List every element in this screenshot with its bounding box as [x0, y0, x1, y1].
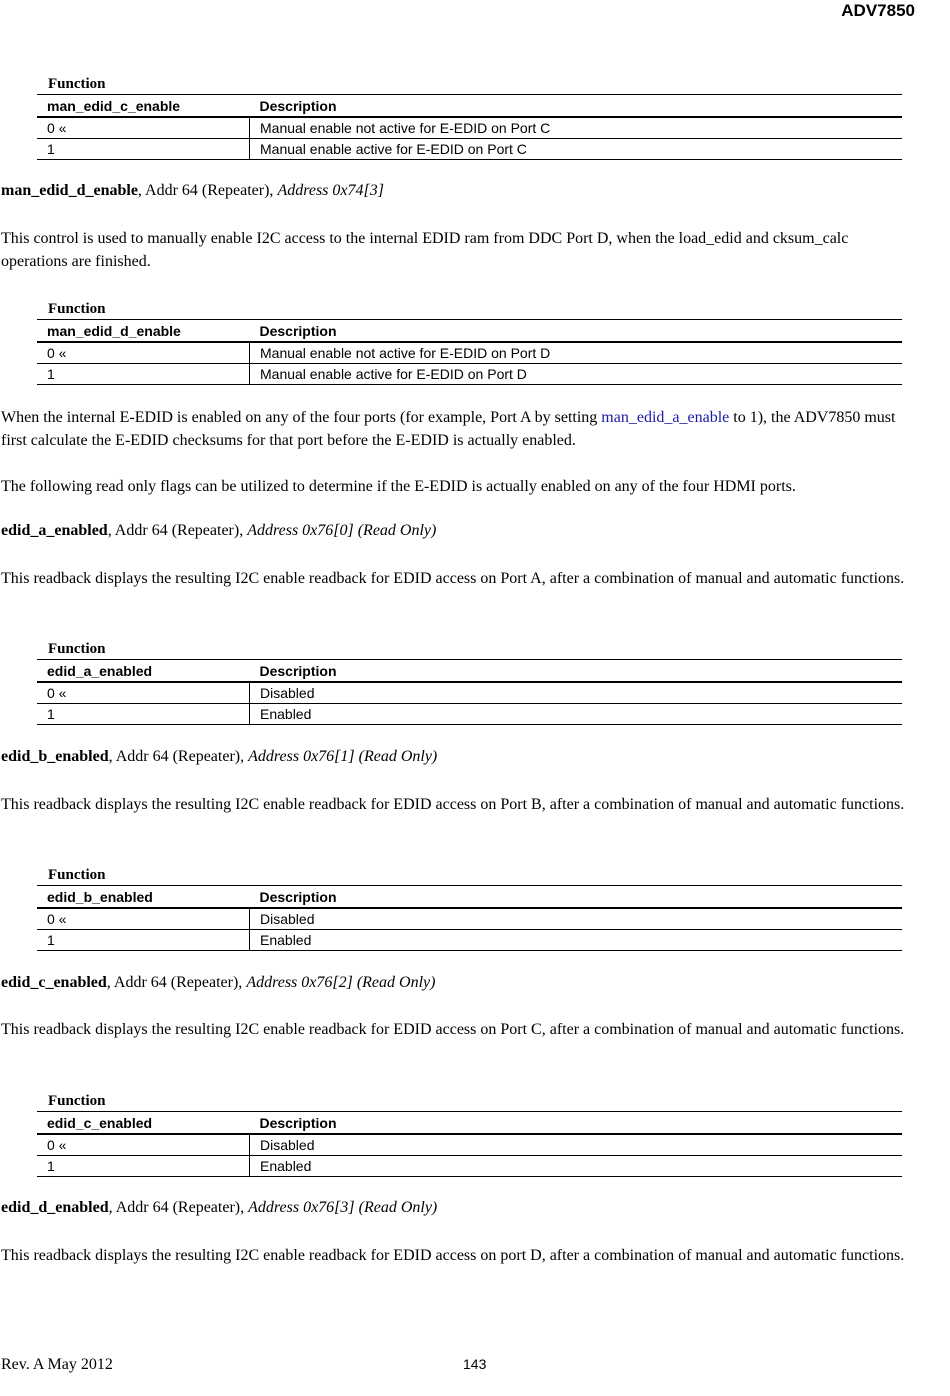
description-cell: Disabled: [250, 1134, 903, 1156]
value-cell: 0 «: [37, 342, 250, 364]
register-location: , Addr 64 (Repeater),: [108, 1199, 249, 1216]
function-table-edid-a-enabled: [37, 637, 902, 725]
function-table-edid-b-enabled: [37, 863, 902, 951]
description-cell: Disabled: [250, 682, 903, 704]
table-row: [37, 342, 902, 364]
table-row: [37, 1134, 902, 1156]
column-header-field: man_edid_d_enable: [37, 320, 250, 343]
value-cell: 1: [37, 930, 250, 951]
note-text: to 1), the ADV7850 must first calculate the E-EDID checksums for that port before the E-EDID is actually enabled.: [1, 409, 896, 449]
register-description: This readback displays the resulting I2C enable readback for EDID access on port D, after a combination of manual and automatic functions.: [1, 1247, 905, 1264]
table-row: [37, 139, 902, 160]
table-row: [37, 117, 902, 139]
function-table-man-edid-d-enable: [37, 297, 902, 385]
register-name: edid_d_enabled: [1, 1199, 109, 1216]
value-cell: 0 «: [37, 117, 250, 139]
note-text: When the internal E-EDID is enabled on any of the four ports (for example, Port A by setting: [1, 409, 602, 426]
function-table-edid-c-enabled: [37, 1089, 902, 1177]
document-title: ADV7850: [841, 1, 915, 20]
register-description: This readback displays the resulting I2C enable readback for EDID access on Port B, after a combination of manual and automatic functions.: [1, 796, 905, 813]
table-row: [37, 1156, 902, 1177]
description-cell: Manual enable active for E-EDID on Port C: [250, 139, 903, 160]
register-heading-edid-c-enabled: [1, 974, 435, 992]
value-cell: 1: [37, 364, 250, 385]
register-address: Address 0x76[2] (Read Only): [246, 974, 436, 991]
register-name: edid_c_enabled: [1, 974, 107, 991]
register-heading-edid-d-enabled: [1, 1199, 437, 1217]
register-address: Address 0x76[3] (Read Only): [248, 1199, 438, 1216]
register-name: man_edid_d_enable: [1, 182, 138, 199]
register-location: , Addr 64 (Repeater),: [108, 748, 249, 765]
value-cell: 0 «: [37, 1134, 250, 1156]
value-cell: 1: [37, 1156, 250, 1177]
register-address: Address 0x76[0] (Read Only): [247, 522, 437, 539]
value-cell: 1: [37, 139, 250, 160]
register-name: edid_b_enabled: [1, 748, 109, 765]
register-heading-edid-b-enabled: [1, 748, 437, 766]
column-header-description: Description: [250, 1112, 903, 1135]
column-header-description: Description: [250, 95, 903, 118]
value-cell: 0 «: [37, 682, 250, 704]
value-cell: 0 «: [37, 908, 250, 930]
description-cell: Enabled: [250, 930, 903, 951]
register-description: This readback displays the resulting I2C enable readback for EDID access on Port A, after a combination of manual and automatic functions.: [1, 570, 905, 587]
note-paragraph: [1, 406, 916, 452]
page-number: 143: [463, 1356, 487, 1372]
register-location: , Addr 64 (Repeater),: [107, 522, 248, 539]
description-cell: Enabled: [250, 704, 903, 725]
footer-revision: Rev. A May 2012: [1, 1356, 113, 1373]
column-header-description: Description: [250, 660, 903, 683]
function-label: Function: [48, 1093, 106, 1109]
column-header-description: Description: [250, 320, 903, 343]
table-row: [37, 908, 902, 930]
note-paragraph: The following read only flags can be utilized to determine if the E-EDID is actually enabled on any of the four HDMI ports.: [1, 478, 796, 495]
description-cell: Disabled: [250, 908, 903, 930]
function-table-man-edid-c-enable: [37, 72, 902, 160]
register-heading-edid-a-enabled: [1, 522, 436, 540]
description-cell: Manual enable not active for E-EDID on Port C: [250, 117, 903, 139]
column-header-field: edid_c_enabled: [37, 1112, 250, 1135]
register-description: This control is used to manually enable I2C access to the internal EDID ram from DDC Port D, when the load_edid and cksum_calc operations are finished.: [1, 230, 849, 270]
man-edid-a-enable-link[interactable]: man_edid_a_enable: [601, 409, 730, 426]
description-cell: Manual enable not active for E-EDID on Port D: [250, 342, 903, 364]
column-header-field: man_edid_c_enable: [37, 95, 250, 118]
register-address: Address 0x74[3]: [277, 182, 384, 199]
register-heading-man-edid-d-enable: [1, 182, 384, 200]
register-description: This readback displays the resulting I2C enable readback for EDID access on Port C, after a combination of manual and automatic functions.: [1, 1021, 905, 1038]
table-row: [37, 682, 902, 704]
function-label: Function: [48, 641, 106, 657]
function-label: Function: [48, 76, 106, 92]
register-location: , Addr 64 (Repeater),: [106, 974, 247, 991]
description-cell: Enabled: [250, 1156, 903, 1177]
table-row: [37, 704, 902, 725]
register-location: , Addr 64 (Repeater),: [137, 182, 278, 199]
description-cell: Manual enable active for E-EDID on Port D: [250, 364, 903, 385]
column-header-description: Description: [250, 886, 903, 909]
table-row: [37, 930, 902, 951]
register-name: edid_a_enabled: [1, 522, 108, 539]
table-row: [37, 364, 902, 385]
column-header-field: edid_a_enabled: [37, 660, 250, 683]
function-label: Function: [48, 867, 106, 883]
column-header-field: edid_b_enabled: [37, 886, 250, 909]
value-cell: 1: [37, 704, 250, 725]
function-label: Function: [48, 301, 106, 317]
register-address: Address 0x76[1] (Read Only): [248, 748, 438, 765]
